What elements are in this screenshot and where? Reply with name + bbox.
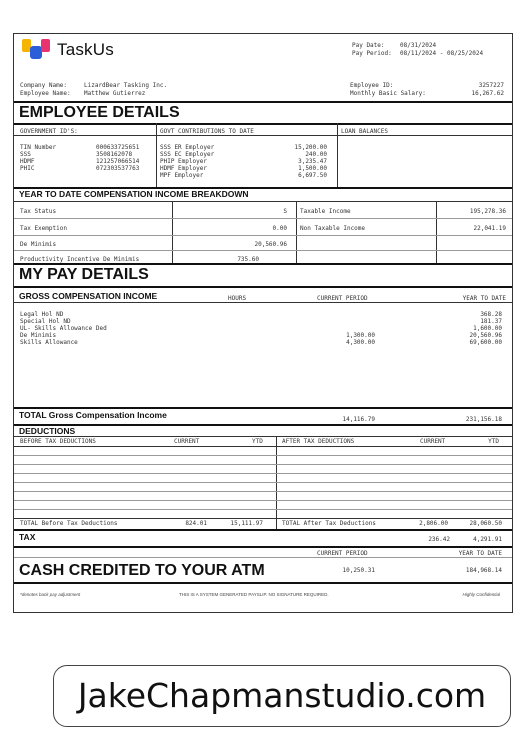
payslip	[13, 33, 513, 613]
gross-item-label: Special Hol ND	[20, 318, 71, 325]
total-before-current: 824.01	[185, 520, 207, 527]
contrib-value: 3,235.47	[298, 158, 327, 165]
gross-total-ytd: 231,156.18	[465, 416, 502, 423]
ytd-left-value: 735.60	[237, 256, 259, 263]
ytd-right-label: Non Taxable Income	[300, 225, 366, 232]
gov-id-label: TIN Number	[20, 144, 57, 151]
contrib-label: HDMF Employer	[160, 165, 207, 172]
tax-label: TAX	[19, 532, 36, 542]
footer-note: *denotes back pay adjustment	[20, 592, 81, 597]
ytd-left-label: Tax Exemption	[20, 225, 67, 232]
before-col-current: CURRENT	[174, 438, 200, 445]
after-col-ytd: YTD	[488, 438, 499, 445]
gross-item-ytd: 20,560.96	[469, 332, 502, 339]
gross-title: GROSS COMPENSATION INCOME	[19, 291, 158, 301]
gross-item-current: 1,300.00	[346, 332, 375, 339]
company-brand: TaskUs	[57, 40, 114, 59]
ytd-left-label: Tax Status	[20, 208, 57, 215]
contrib-label: SSS EC Employer	[160, 151, 215, 158]
gov-id-value: 121257066514	[96, 158, 140, 165]
col-ytd: YEAR TO DATE	[462, 295, 506, 302]
company-name: LizardBear Tasking Inc.	[84, 82, 168, 89]
employee-name-label: Employee Name:	[20, 90, 71, 97]
gross-item-ytd: 368.28	[480, 311, 502, 318]
pay-date-label: Pay Date:	[352, 42, 385, 49]
gross-item-ytd: 69,600.00	[469, 339, 502, 346]
contrib-label: MPF Employer	[160, 172, 204, 179]
contrib-header: GOVT CONTRIBUTIONS TO DATE	[160, 128, 254, 135]
pay-date: 08/31/2024	[400, 42, 437, 49]
ytd-left-label: De Minimis	[20, 241, 57, 248]
total-after-ytd: 28,060.50	[469, 520, 502, 527]
tax-current: 236.42	[428, 536, 450, 543]
col-hours: HOURS	[228, 295, 247, 302]
monthly-salary: 16,267.62	[471, 90, 504, 97]
employee-name: Matthew Gutierrez	[84, 90, 146, 97]
employee-id: 3257227	[478, 82, 504, 89]
gov-id-value: 000633725651	[96, 144, 140, 151]
total-after-label: TOTAL After Tax Deductions	[282, 520, 376, 527]
gross-total-current: 14,116.79	[342, 416, 375, 423]
total-before-label: TOTAL Before Tax Deductions	[20, 520, 118, 527]
ytd-left-value: S	[283, 208, 287, 215]
gross-item-ytd: 181.37	[480, 318, 502, 325]
contrib-label: SSS ER Employer	[160, 144, 215, 151]
gross-item-label: UL- Skills Allowance Ded	[20, 325, 107, 332]
before-tax-header: BEFORE TAX DEDUCTIONS	[20, 438, 96, 445]
after-col-current: CURRENT	[420, 438, 446, 445]
tax-ytd: 4,291.91	[473, 536, 502, 543]
gov-id-label: HDMF	[20, 158, 35, 165]
deductions-title: DEDUCTIONS	[19, 426, 76, 436]
contrib-value: 6,697.50	[298, 172, 327, 179]
total-after-current: 2,806.00	[419, 520, 448, 527]
ytd-right-value: 195,278.36	[469, 208, 506, 215]
taskus-logo-icon	[22, 39, 50, 61]
col-current: CURRENT PERIOD	[317, 295, 368, 302]
cash-col-current: CURRENT PERIOD	[317, 550, 368, 557]
company-name-label: Company Name:	[20, 82, 67, 89]
gov-id-value: 3508162078	[96, 151, 133, 158]
contrib-value: 1,500.00	[298, 165, 327, 172]
contrib-value: 15,200.00	[294, 144, 327, 151]
gross-total-label: TOTAL Gross Compensation Income	[19, 410, 167, 420]
employee-id-label: Employee ID:	[350, 82, 394, 89]
footer-system-generated: THIS IS A SYSTEM GENERATED PAYSLIP. NO SIGNATURE REQUIRED.	[179, 592, 329, 597]
pay-details-title: MY PAY DETAILS	[19, 266, 149, 283]
employee-details-title: EMPLOYEE DETAILS	[19, 104, 180, 121]
gross-item-ytd: 1,600.00	[473, 325, 502, 332]
total-before-ytd: 15,111.97	[230, 520, 263, 527]
watermark: JakeChapmanstudio.com	[53, 665, 511, 727]
ytd-left-value: 0.00	[272, 225, 287, 232]
gross-item-label: De Minimis	[20, 332, 57, 339]
gross-item-label: Skills Allowance	[20, 339, 78, 346]
pay-period-label: Pay Period:	[352, 50, 392, 57]
ytd-right-label: Taxable Income	[300, 208, 351, 215]
gov-id-label: SSS	[20, 151, 31, 158]
before-col-ytd: YTD	[252, 438, 263, 445]
cash-credited-label: CASH CREDITED TO YOUR ATM	[19, 562, 265, 579]
ytd-left-value: 20,560.96	[254, 241, 287, 248]
gross-item-label: Legal Hol ND	[20, 311, 64, 318]
ytd-right-value: 22,041.19	[473, 225, 506, 232]
gov-id-value: 072303537763	[96, 165, 140, 172]
cash-col-ytd: YEAR TO DATE	[458, 550, 502, 557]
gov-id-label: PHIC	[20, 165, 35, 172]
loan-header: LOAN BALANCES	[341, 128, 388, 135]
cash-ytd: 184,968.14	[465, 567, 502, 574]
pay-period: 08/11/2024 - 08/25/2024	[400, 50, 484, 57]
gross-item-current: 4,300.00	[346, 339, 375, 346]
contrib-label: PHIP Employer	[160, 158, 207, 165]
ytd-breakdown-title: YEAR TO DATE COMPENSATION INCOME BREAKDOWN	[19, 189, 249, 199]
after-tax-header: AFTER TAX DEDUCTIONS	[282, 438, 355, 445]
cash-current: 10,250.31	[342, 567, 375, 574]
ytd-left-label: Productivity Incentive De Minimis	[20, 256, 140, 263]
monthly-salary-label: Monthly Basic Salary:	[350, 90, 426, 97]
contrib-value: 240.00	[305, 151, 327, 158]
gov-ids-header: GOVERNMENT ID'S:	[20, 128, 78, 135]
footer-confidential: Highly Confidential	[462, 592, 500, 597]
